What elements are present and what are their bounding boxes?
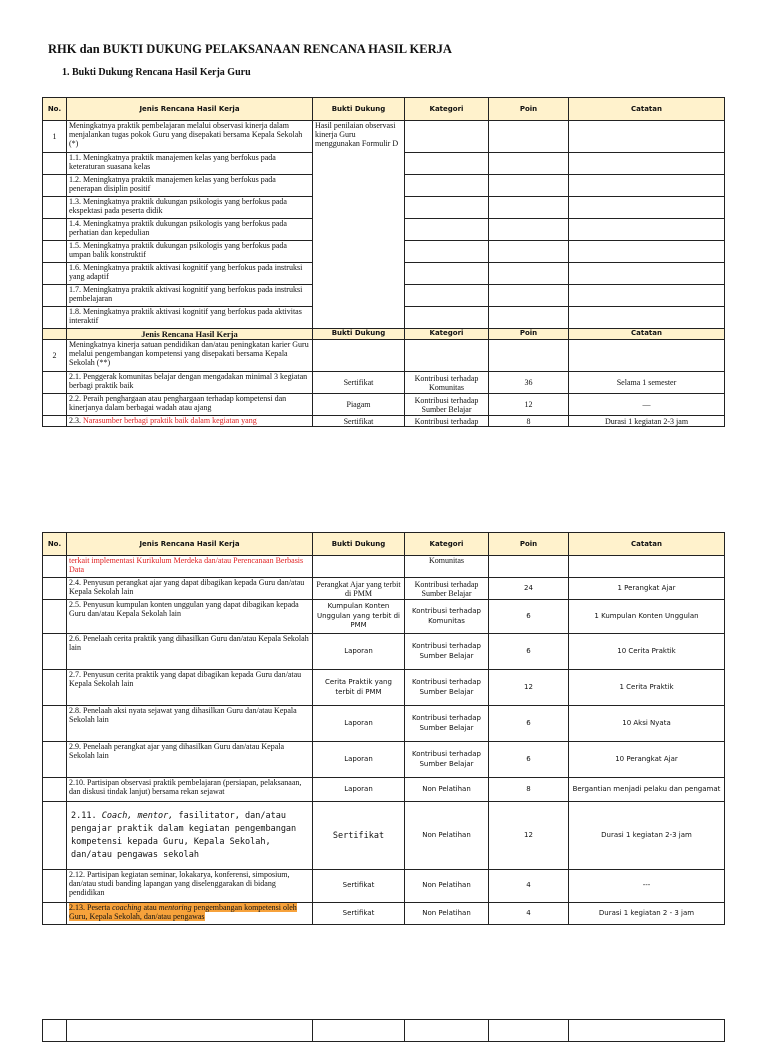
empty-cell [489, 1020, 569, 1042]
rhk-item-text: 2.9. Penelaah perangkat ajar yang dihasilkan Guru dan/atau Kepala Sekolah lain [67, 742, 313, 778]
empty-cell [569, 175, 725, 197]
rhk-item-text [67, 903, 313, 925]
empty-cell [43, 578, 67, 600]
empty-cell [405, 340, 489, 372]
table-row [43, 600, 725, 634]
empty-cell [489, 219, 569, 241]
empty-cell [405, 175, 489, 197]
bukti-cell: Perangkat Ajar yang terbit di PMM [313, 578, 405, 600]
poin-cell: 24 [489, 578, 569, 600]
kategori-cell: Kontribusi terhadap Sumber Belajar [405, 742, 489, 778]
rhk-item-text: 2.12. Partisipan kegiatan seminar, lokakarya, konferensi, simposium, dan/atau studi banding lapangan yang diselenggarakan di bidang pendidikan [67, 870, 313, 903]
empty-cell [405, 219, 489, 241]
catatan-cell: Bergantian menjadi pelaku dan pengamat [569, 778, 725, 802]
catatan-cell: 1 Cerita Praktik [569, 670, 725, 706]
kategori-cell: Kontribusi terhadap Sumber Belajar [405, 394, 489, 416]
empty-cell [43, 742, 67, 778]
empty-cell [405, 307, 489, 329]
poin-cell: 12 [489, 670, 569, 706]
header-no: No. [43, 533, 67, 556]
rhk-item-text: 2.8. Penelaah aksi nyata sejawat yang dihasilkan Guru dan/atau Kepala Sekolah lain [67, 706, 313, 742]
bukti-cell: Sertifikat [313, 416, 405, 427]
kategori-cell: Kontribusi terhadap Komunitas [405, 372, 489, 394]
bukti-cell: Piagam [313, 394, 405, 416]
bukti-cell: Kumpulan Konten Unggulan yang terbit di PMM [313, 600, 405, 634]
empty-cell [569, 241, 725, 263]
poin-cell: 8 [489, 778, 569, 802]
section-heading: 1. Bukti Dukung Rencana Hasil Kerja Guru [62, 67, 251, 78]
subheader-poin: Poin [489, 329, 569, 340]
kategori-cell: Non Pelatihan [405, 870, 489, 903]
table-row [43, 578, 725, 600]
rhk-main-text: Meningkatnya praktik pembelajaran melalui observasi kinerja dalam menjalankan tugas pokok Guru yang disepakati bersama Kepala Sekolah (*) [67, 121, 313, 153]
empty-cell [489, 285, 569, 307]
item-text: pengembangan kompetensi oleh Guru, Kepala Sekolah, dan/atau pengawas [69, 903, 297, 921]
empty-cell [405, 285, 489, 307]
bukti-cell: Sertifikat [313, 802, 405, 870]
empty-cell [405, 1020, 489, 1042]
empty-cell [489, 307, 569, 329]
poin-cell: 36 [489, 372, 569, 394]
row-number: 1 [43, 121, 67, 153]
kategori-cell: Non Pelatihan [405, 778, 489, 802]
empty-cell [489, 153, 569, 175]
rhk-item-text: 2.1. Penggerak komunitas belajar dengan mengadakan minimal 3 kegiatan berbagi praktik baik [67, 372, 313, 394]
bukti-cell: Cerita Praktik yang terbit di PMM [313, 670, 405, 706]
kategori-cell: Kontribusi terhadap Sumber Belajar [405, 706, 489, 742]
empty-cell [313, 1020, 405, 1042]
empty-cell [569, 307, 725, 329]
empty-cell [43, 329, 67, 340]
header-kategori: Kategori [405, 98, 489, 121]
rhk-item-text [67, 802, 313, 870]
empty-cell [43, 903, 67, 925]
table-row [43, 903, 725, 925]
table-row [43, 870, 725, 903]
empty-cell [489, 241, 569, 263]
rhk-item-text: 2.7. Penyusun cerita praktik yang dapat dibagikan kepada Guru dan/atau Kepala Sekolah lain [67, 670, 313, 706]
bukti-cell: Laporan [313, 706, 405, 742]
kategori-cell: Kontribusi terhadap Sumber Belajar [405, 634, 489, 670]
item-text-italic: mentoring [158, 903, 192, 912]
table-row [43, 802, 725, 870]
subheader-bukti: Bukti Dukung [313, 329, 405, 340]
table-row [43, 372, 725, 394]
poin-cell: 6 [489, 742, 569, 778]
table-row [43, 778, 725, 802]
poin-cell: 6 [489, 600, 569, 634]
catatan-cell: Selama 1 semester [569, 372, 725, 394]
empty-cell [43, 600, 67, 634]
empty-cell [43, 416, 67, 427]
rhk-item-text: 2.4. Penyusun perangkat ajar yang dapat dibagikan kepada Guru dan/atau Kepala Sekolah lain [67, 578, 313, 600]
header-jenis: Jenis Rencana Hasil Kerja [67, 98, 313, 121]
empty-cell [569, 219, 725, 241]
catatan-cell: --- [569, 870, 725, 903]
table-header-row [43, 533, 725, 556]
document-title: RHK dan BUKTI DUKUNG PELAKSANAAN RENCANA HASIL KERJA [48, 42, 452, 56]
rhk-table-page2 [42, 532, 725, 925]
empty-cell [43, 285, 67, 307]
subheader-catatan: Catatan [569, 329, 725, 340]
empty-cell [67, 1020, 313, 1042]
empty-cell [489, 340, 569, 372]
empty-cell [43, 802, 67, 870]
empty-cell [43, 634, 67, 670]
empty-cell [43, 372, 67, 394]
rhk-main-text: Meningkatnya kinerja satuan pendidikan dan/atau peningkatan karier Guru melalui pengembangan kompetensi yang disepakati bersama Kepala Sekolah (**) [67, 340, 313, 372]
empty-cell [43, 197, 67, 219]
catatan-cell: — [569, 394, 725, 416]
rhk-sub-item: 1.4. Meningkatnya praktik dukungan psikologis yang berfokus pada perhatian dan kepedulian [67, 219, 313, 241]
item-text-italic: Coach, mentor, [101, 810, 174, 821]
empty-cell [43, 241, 67, 263]
poin-cell: 6 [489, 634, 569, 670]
empty-cell [313, 340, 405, 372]
table-row [43, 416, 725, 427]
kategori-cell: Non Pelatihan [405, 903, 489, 925]
header-kategori: Kategori [405, 533, 489, 556]
table-row [43, 121, 725, 153]
table-row [43, 742, 725, 778]
item-number: 2.3. [69, 416, 83, 425]
item-text: fasilitator, dan/atau pengajar praktik dalam kegiatan pengembangan kompetensi kepada Guru, Kepala Sekolah, dan/atau pengawas sekolah [71, 810, 297, 860]
rhk-item-text: terkait implementasi Kurikulum Merdeka dan/atau Perencanaan Berbasis Data [67, 556, 313, 578]
poin-cell: 8 [489, 416, 569, 427]
table-subheader-row [43, 329, 725, 340]
row-number: 2 [43, 340, 67, 372]
kategori-cell: Kontribusi terhadap [405, 416, 489, 427]
bukti-cell: Laporan [313, 742, 405, 778]
rhk-item-text: 2.6. Penelaah cerita praktik yang dihasilkan Guru dan/atau Kepala Sekolah lain [67, 634, 313, 670]
poin-cell: 12 [489, 802, 569, 870]
item-number: 2.13. [69, 903, 85, 912]
rhk-sub-item: 1.7. Meningkatnya praktik aktivasi kognitif yang berfokus pada instruksi pembelajaran [67, 285, 313, 307]
empty-cell [43, 175, 67, 197]
empty-cell [489, 121, 569, 153]
table-row [43, 706, 725, 742]
subheader-jenis: Jenis Rencana Hasil Kerja [67, 329, 313, 340]
bukti-cell: Laporan [313, 778, 405, 802]
empty-cell [405, 121, 489, 153]
rhk-sub-item: 1.6. Meningkatnya praktik aktivasi kognitif yang berfokus pada instruksi yang adaptif [67, 263, 313, 285]
kategori-cell: Kontribusi terhadap Komunitas [405, 600, 489, 634]
catatan-cell: 1 Kumpulan Konten Unggulan [569, 600, 725, 634]
catatan-cell: Durasi 1 kegiatan 2 - 3 jam [569, 903, 725, 925]
kategori-cell: Komunitas [405, 556, 489, 578]
header-catatan: Catatan [569, 98, 725, 121]
rhk-item-text: 2.10. Partisipan observasi praktik pembelajaran (persiapan, pelaksanaan, dan diskusi tindak lanjut) bersama rekan sejawat [67, 778, 313, 802]
poin-cell: 4 [489, 870, 569, 903]
empty-cell [569, 121, 725, 153]
empty-cell [489, 263, 569, 285]
empty-cell [569, 263, 725, 285]
header-bukti: Bukti Dukung [313, 533, 405, 556]
item-text-red: Narasumber berbagi praktik baik dalam kegiatan yang [83, 416, 257, 425]
item-number: 2.11. [71, 810, 102, 821]
bukti-cell: Laporan [313, 634, 405, 670]
empty-cell [43, 153, 67, 175]
table-row [43, 670, 725, 706]
table-row [43, 340, 725, 372]
empty-cell [569, 1020, 725, 1042]
empty-cell [489, 175, 569, 197]
kategori-cell: Non Pelatihan [405, 802, 489, 870]
header-bukti: Bukti Dukung [313, 98, 405, 121]
table-row [43, 556, 725, 578]
empty-cell [43, 1020, 67, 1042]
empty-cell [43, 778, 67, 802]
header-poin: Poin [489, 98, 569, 121]
empty-cell [489, 556, 569, 578]
catatan-cell: 10 Aksi Nyata [569, 706, 725, 742]
empty-cell [569, 556, 725, 578]
empty-cell [313, 556, 405, 578]
bukti-cell: Sertifikat [313, 372, 405, 394]
empty-cell [569, 285, 725, 307]
rhk-table-page3 [42, 1019, 725, 1042]
poin-cell: 12 [489, 394, 569, 416]
table-row [43, 634, 725, 670]
poin-cell: 4 [489, 903, 569, 925]
rhk-sub-item: 1.1. Meningkatnya praktik manajemen kelas yang berfokus pada keteraturan suasana kelas [67, 153, 313, 175]
empty-cell [405, 153, 489, 175]
empty-cell [489, 197, 569, 219]
highlighted-text [69, 903, 297, 921]
item-text: Peserta [85, 903, 113, 912]
kategori-cell: Kontribusi terhadap Sumber Belajar [405, 670, 489, 706]
empty-cell [569, 340, 725, 372]
empty-cell [405, 263, 489, 285]
rhk-sub-item: 1.3. Meningkatnya praktik dukungan psikologis yang berfokus pada ekspektasi pada peserta didik [67, 197, 313, 219]
bukti-cell: Sertifikat [313, 870, 405, 903]
empty-cell [43, 307, 67, 329]
empty-cell [43, 219, 67, 241]
rhk-table-page1 [42, 97, 725, 427]
empty-cell [405, 197, 489, 219]
item-text: atau [141, 903, 159, 912]
catatan-cell: 10 Cerita Praktik [569, 634, 725, 670]
rhk-sub-item: 1.2. Meningkatnya praktik manajemen kelas yang berfokus pada penerapan disiplin positif [67, 175, 313, 197]
empty-cell [43, 263, 67, 285]
bukti-dukung-cell: Hasil penilaian observasi kinerja Guru menggunakan Formulir D [313, 121, 405, 329]
rhk-item-text [67, 416, 313, 427]
kategori-cell: Kontribusi terhadap Sumber Belajar [405, 578, 489, 600]
table-row [43, 1020, 725, 1042]
rhk-item-text: 2.2. Peraih penghargaan atau penghargaan terhadap kompetensi dan kinerjanya dalam berbagai wadah atau ajang [67, 394, 313, 416]
empty-cell [569, 197, 725, 219]
rhk-item-text: 2.5. Penyusun kumpulan konten unggulan yang dapat dibagikan kepada Guru dan/atau Kepala Sekolah lain [67, 600, 313, 634]
table-header-row [43, 98, 725, 121]
header-jenis: Jenis Rencana Hasil Kerja [67, 533, 313, 556]
empty-cell [43, 706, 67, 742]
empty-cell [569, 153, 725, 175]
catatan-cell: 10 Perangkat Ajar [569, 742, 725, 778]
catatan-cell: 1 Perangkat Ajar [569, 578, 725, 600]
rhk-sub-item: 1.8. Meningkatnya praktik aktivasi kognitif yang berfokus pada aktivitas interaktif [67, 307, 313, 329]
empty-cell [43, 556, 67, 578]
poin-cell: 6 [489, 706, 569, 742]
empty-cell [43, 670, 67, 706]
empty-cell [405, 241, 489, 263]
empty-cell [43, 870, 67, 903]
header-catatan: Catatan [569, 533, 725, 556]
empty-cell [43, 394, 67, 416]
item-text-italic: coaching [112, 903, 142, 912]
catatan-cell: Durasi 1 kegiatan 2-3 jam [569, 802, 725, 870]
header-poin: Poin [489, 533, 569, 556]
rhk-sub-item: 1.5. Meningkatnya praktik dukungan psikologis yang berfokus pada umpan balik konstruktif [67, 241, 313, 263]
header-no: No. [43, 98, 67, 121]
catatan-cell: Durasi 1 kegiatan 2-3 jam [569, 416, 725, 427]
table-row [43, 394, 725, 416]
subheader-kategori: Kategori [405, 329, 489, 340]
bukti-cell: Sertifikat [313, 903, 405, 925]
